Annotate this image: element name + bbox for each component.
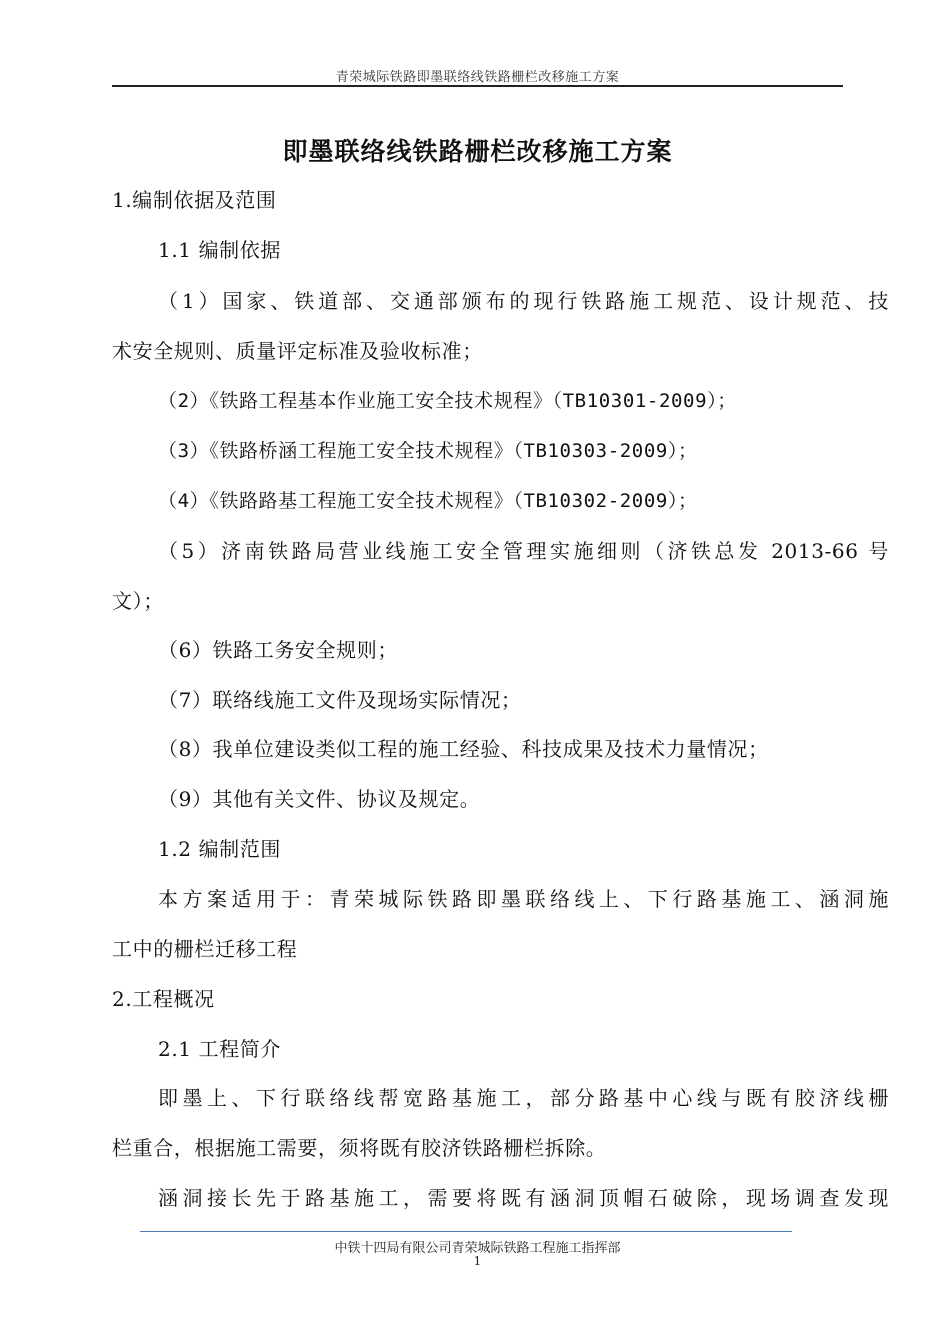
overview-paragraph-1-line-1: 即墨上、下行联络线帮宽路基施工，部分路基中心线与既有胶济线栅 (158, 1086, 889, 1110)
basis-item-7: （7）联络线施工文件及现场实际情况； (158, 688, 522, 712)
basis-item-3: （3）《铁路桥涵工程施工安全技术规程》（TB10303-2009）； (158, 440, 698, 462)
scope-paragraph-line-2: 工中的栅栏迁移工程 (112, 937, 298, 961)
basis-item-4: （4）《铁路路基工程施工安全技术规程》（TB10302-2009）； (158, 490, 698, 512)
basis-item-1-line-1: （1）国家、铁道部、交通部颁布的现行铁路施工规范、设计规范、技 (158, 289, 889, 313)
basis-item-1-line-2: 术安全规则、质量评定标准及验收标准； (112, 339, 483, 363)
header-divider (112, 85, 843, 87)
basis-item-5-line-2: 文）； (112, 589, 164, 613)
subsection-heading-2-1: 2.1 工程简介 (158, 1037, 281, 1061)
scope-paragraph-line-1: 本方案适用于：青荣城际铁路即墨联络线上、下行路基施工、涵洞施 (158, 887, 889, 911)
page-footer-text: 中铁十四局有限公司青荣城际铁路工程施工指挥部 (334, 1241, 621, 1256)
footer-divider (140, 1231, 792, 1232)
basis-item-2: （2）《铁路工程基本作业施工安全技术规程》（TB10301-2009）； (158, 390, 737, 412)
basis-item-9: （9）其他有关文件、协议及规定。 (158, 787, 481, 811)
subsection-heading-1-1: 1.1 编制依据 (158, 238, 281, 262)
overview-paragraph-2-line-1: 涵洞接长先于路基施工，需要将既有涵洞顶帽石破除，现场调查发现 (158, 1186, 889, 1210)
basis-item-6: （6）铁路工务安全规则； (158, 638, 398, 662)
overview-paragraph-1-line-2: 栏重合，根据施工需要，须将既有胶济铁路栅栏拆除。 (112, 1136, 607, 1160)
basis-item-8: （8）我单位建设类似工程的施工经验、科技成果及技术力量情况； (158, 737, 769, 761)
document-title: 即墨联络线铁路栅栏改移施工方案 (282, 137, 673, 166)
basis-item-5-line-1: （5）济南铁路局营业线施工安全管理实施细则（济铁总发 2013-66 号 (158, 539, 889, 563)
section-heading-1: 1.编制依据及范围 (112, 188, 277, 212)
section-heading-2: 2.工程概况 (112, 987, 215, 1011)
page-header-text: 青荣城际铁路即墨联络线铁路栅栏改移施工方案 (335, 70, 620, 85)
subsection-heading-1-2: 1.2 编制范围 (158, 837, 281, 861)
page-number: 1 (473, 1254, 482, 1268)
